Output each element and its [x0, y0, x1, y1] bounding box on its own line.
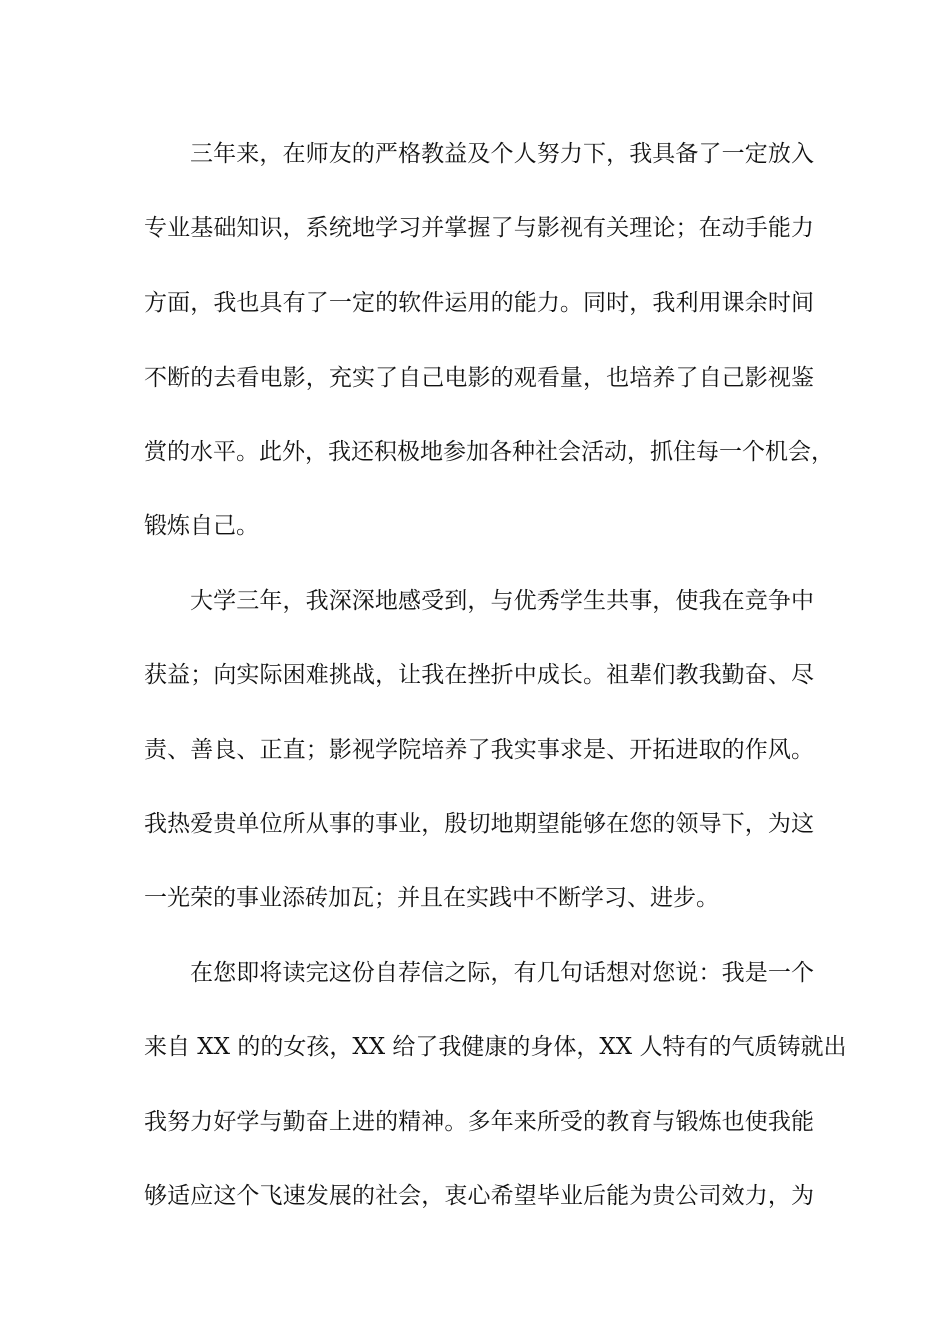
paragraph-1-line-2: 专业基础知识，系统地学习并掌握了与影视有关理论；在动手能力	[144, 215, 814, 241]
paragraph-2-line-3: 责、善良、正直；影视学院培养了我实事求是、开拓进取的作风。	[144, 737, 814, 763]
paragraph-3-line-2: 来自 XX 的的女孩，XX 给了我健康的身体，XX 人特有的气质铸就出	[144, 1034, 847, 1060]
paragraph-2-line-1: 大学三年，我深深地感受到，与优秀学生共事，使我在竞争中	[190, 588, 814, 614]
paragraph-1-line-6: 锻炼自己。	[144, 513, 259, 539]
paragraph-3-line-3: 我努力好学与勤奋上进的精神。多年来所受的教育与锻炼也使我能	[144, 1109, 814, 1135]
paragraph-1-line-5: 赏的水平。此外，我还积极地参加各种社会活动，抓住每一个机会，	[144, 439, 834, 465]
paragraph-2-line-2: 获益；向实际困难挑战，让我在挫折中成长。祖辈们教我勤奋、尽	[144, 662, 814, 688]
paragraph-3-line-4: 够适应这个飞速发展的社会，衷心希望毕业后能为贵公司效力，为	[144, 1183, 814, 1209]
paragraph-2-line-5: 一光荣的事业添砖加瓦；并且在实践中不断学习、进步。	[144, 885, 719, 911]
paragraph-1-line-3: 方面，我也具有了一定的软件运用的能力。同时，我利用课余时间	[144, 290, 814, 316]
paragraph-3-line-1: 在您即将读完这份自荐信之际，有几句话想对您说：我是一个	[190, 960, 814, 986]
paragraph-2-line-4: 我热爱贵单位所从事的事业，殷切地期望能够在您的领导下，为这	[144, 811, 814, 837]
paragraph-1-line-4: 不断的去看电影，充实了自己电影的观看量，也培养了自己影视鉴	[144, 365, 814, 391]
paragraph-1-line-1: 三年来，在师友的严格教益及个人努力下，我具备了一定放入	[190, 141, 814, 167]
